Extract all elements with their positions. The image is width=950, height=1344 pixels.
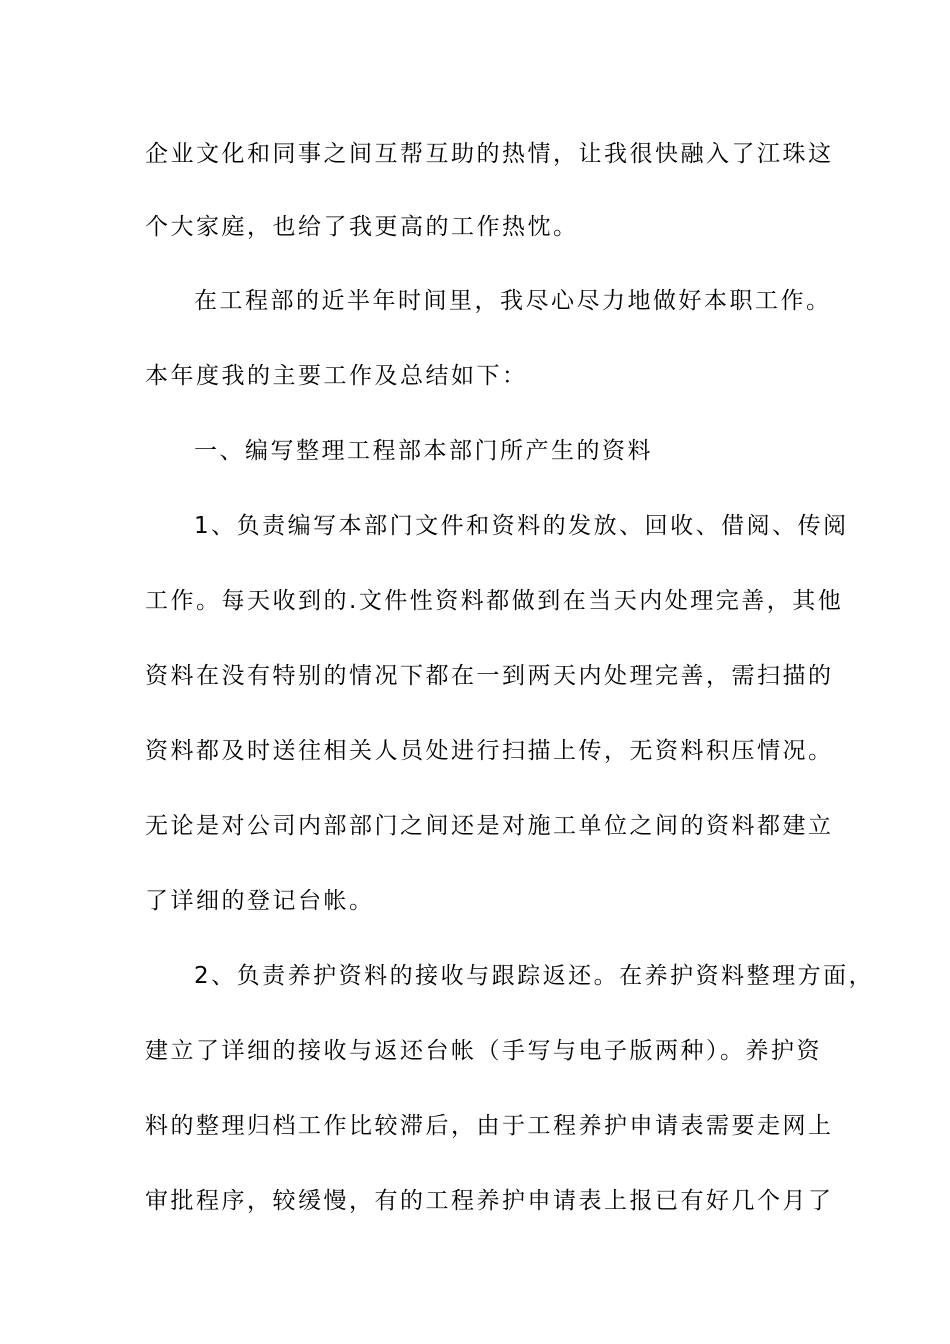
text-line: 无论是对公司内部部门之间还是对施工单位之间的资料都建立 <box>145 813 834 839</box>
text-line: 了详细的登记台帐。 <box>145 888 375 914</box>
text-line: 企业文化和同事之间互帮互助的热情，让我很快融入了江珠这 <box>145 141 834 167</box>
text-line: 资料在没有特别的情况下都在一到两天内处理完善，需扫描的 <box>145 663 834 689</box>
paragraph-first-line: 在工程部的近半年时间里，我尽心尽力地做好本职工作。 <box>194 288 832 314</box>
text-line: 本年度我的主要工作及总结如下： <box>145 363 528 389</box>
text-line: 工作。每天收到的.文件性资料都做到在当天内处理完善，其他 <box>145 588 844 614</box>
text-line: 料的整理归档工作比较滞后，由于工程养护申请表需要走网上 <box>145 1113 834 1139</box>
text-line: 建立了详细的接收与返还台帐（手写与电子版两种）。养护资 <box>145 1038 822 1064</box>
section-heading: 一、编写整理工程部本部门所产生的资料 <box>194 438 653 464</box>
paragraph-first-line: 2、负责养护资料的接收与跟踪返还。在养护资料整理方面， <box>194 963 875 989</box>
text-line: 资料都及时送往相关人员处进行扫描上传，无资料积压情况。 <box>145 738 834 764</box>
text-line: 个大家庭，也给了我更高的工作热忱。 <box>145 214 579 240</box>
text-line: 审批程序，较缓慢，有的工程养护申请表上报已有好几个月了 <box>145 1188 834 1214</box>
paragraph-first-line: 1、负责编写本部门文件和资料的发放、回收、借阅、传阅 <box>194 513 849 539</box>
